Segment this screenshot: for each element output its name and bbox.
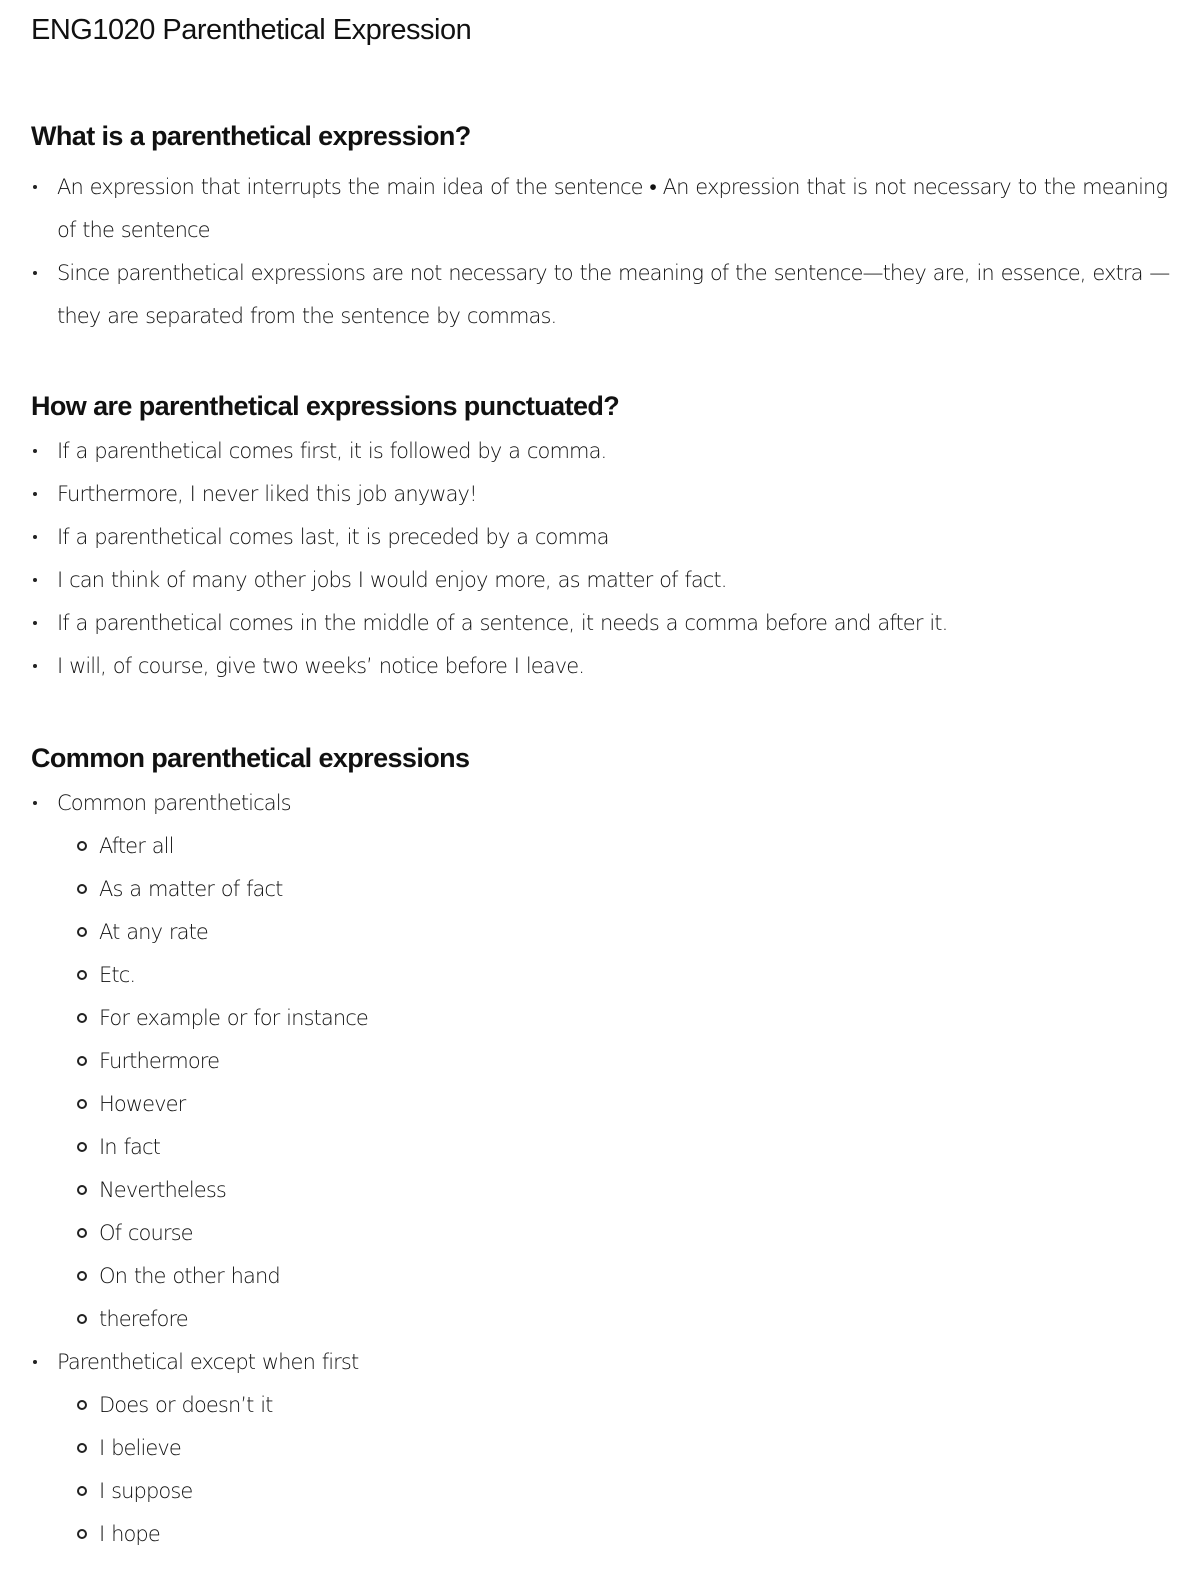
list-item: Furthermore, I never liked this job anyway! [31, 473, 1170, 516]
sub-list-item: However [77, 1083, 1170, 1126]
list-item: If a parenthetical comes in the middle of a sentence, it needs a comma before and after it. [31, 602, 1170, 645]
sub-list-item: At any rate [77, 911, 1170, 954]
how-bullet-list [31, 430, 1170, 688]
document-title: ENG1020 Parenthetical Expression [31, 14, 472, 46]
sub-list-item: Nevertheless [77, 1169, 1170, 1212]
sub-list-item: Of course [77, 1212, 1170, 1255]
list-item: An expression that interrupts the main idea of the sentence • An expression that is not necessary to the meaning of the sentence [31, 166, 1170, 252]
sub-list-item: After all [77, 825, 1170, 868]
group-label: Parenthetical except when first [57, 1350, 359, 1374]
sub-list-item: I hope [77, 1513, 1170, 1556]
what-bullet-list [31, 166, 1170, 338]
group-label: Common parentheticals [57, 791, 291, 815]
list-item: If a parenthetical comes first, it is followed by a comma. [31, 430, 1170, 473]
sub-list-item: On the other hand [77, 1255, 1170, 1298]
section-heading-common: Common parenthetical expressions [31, 743, 470, 773]
list-item: Since parenthetical expressions are not necessary to the meaning of the sentence—they are, in essence, extra — they are separated from the sentence by commas. [31, 252, 1170, 338]
list-item: I can think of many other jobs I would enjoy more, as matter of fact. [31, 559, 1170, 602]
sub-list-item: In fact [77, 1126, 1170, 1169]
sub-list-item: I believe [77, 1427, 1170, 1470]
sub-list-item: For example or for instance [77, 997, 1170, 1040]
list-item: I will, of course, give two weeks’ notice before I leave. [31, 645, 1170, 688]
sub-list [57, 825, 1170, 1341]
section-heading-what: What is a parenthetical expression? [31, 121, 471, 151]
sub-list-item: Etc. [77, 954, 1170, 997]
sub-list-item: As a matter of fact [77, 868, 1170, 911]
sub-list [57, 1384, 1170, 1556]
list-item-parenthetical-except-first [31, 1341, 1170, 1556]
list-item-common-parentheticals [31, 782, 1170, 1341]
common-bullet-list [31, 782, 1170, 1556]
sub-list-item: therefore [77, 1298, 1170, 1341]
sub-list-item: Furthermore [77, 1040, 1170, 1083]
section-heading-how: How are parenthetical expressions punctuated? [31, 391, 620, 421]
sub-list-item: I suppose [77, 1470, 1170, 1513]
list-item: If a parenthetical comes last, it is preceded by a comma [31, 516, 1170, 559]
sub-list-item: Does or doesn’t it [77, 1384, 1170, 1427]
